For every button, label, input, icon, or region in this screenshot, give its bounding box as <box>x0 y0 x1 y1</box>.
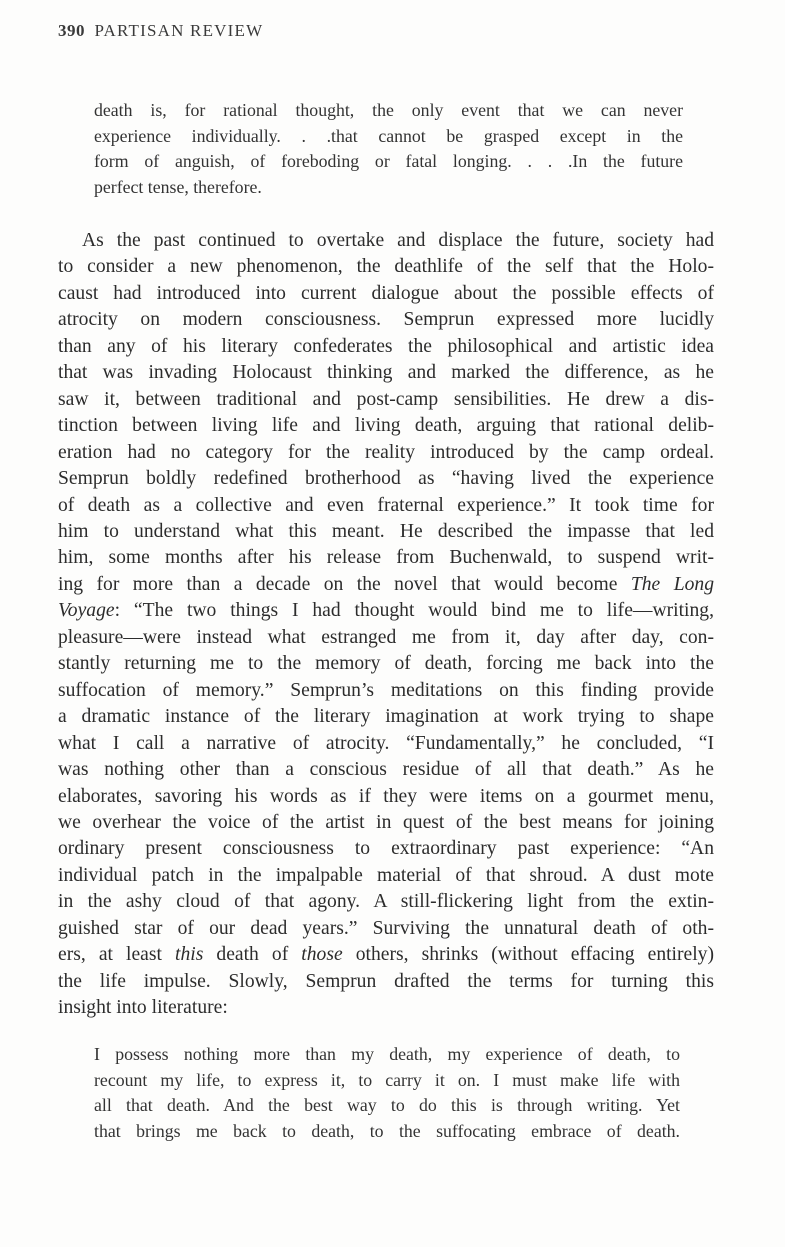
text-line: elaborates, savoring his words as if they were items on a gourmet menu, <box>58 785 714 807</box>
page-number: 390 <box>58 21 85 40</box>
text-line: in the ashy cloud of that agony. A still-flickering light from the extin- <box>58 891 714 913</box>
book-title-italic: Voyage <box>58 600 115 622</box>
body-paragraph <box>58 228 714 1022</box>
emphasis-italic: this <box>175 944 204 966</box>
text-line: individual patch in the impalpable material of that shroud. A dust mote <box>58 864 714 886</box>
text-line: eration had no category for the reality introduced by the camp ordeal. <box>58 441 714 463</box>
text-line: that was invading Holocaust thinking and marked the difference, as he <box>58 362 714 384</box>
text-line: saw it, between traditional and post-camp sensibilities. He drew a dis- <box>58 388 714 410</box>
text-segment: ing for more than a decade on the novel that would become <box>58 573 631 595</box>
text-line: guished star of our dead years.” Surviving the unnatural death of oth- <box>58 917 714 939</box>
text-line: atrocity on modern consciousness. Semprun expressed more lucidly <box>58 309 714 331</box>
block-quote-death <box>94 98 683 200</box>
text-line: suffocation of memory.” Semprun’s meditations on this finding provide <box>58 679 714 701</box>
text-line: the life impulse. Slowly, Semprun drafted the terms for turning this <box>58 970 714 992</box>
text-line: stantly returning me to the memory of death, forcing me back into the <box>58 653 714 675</box>
text-line: tinction between living life and living death, arguing that rational delib- <box>58 415 714 437</box>
text-segment: : “The two things I had thought would bind me to life—writing, <box>114 600 714 622</box>
text-line: Semprun boldly redefined brotherhood as “having lived the experience <box>58 468 714 490</box>
book-title-italic: The Long <box>630 573 715 595</box>
running-head <box>58 21 263 41</box>
text-segment: ers, at least <box>58 944 176 966</box>
text-line: caust had introduced into current dialogue about the possible effects of <box>58 282 714 304</box>
text-line: we overhear the voice of the artist in quest of the best means for joining <box>58 811 714 833</box>
quote-line: that brings me back to death, to the suffocating embrace of death. <box>94 1120 680 1141</box>
text-line: of death as a collective and even fraternal experience.” It took time for <box>58 494 714 516</box>
quote-line: form of anguish, of foreboding or fatal longing. . . .In the future <box>94 151 683 172</box>
text-line: to consider a new phenomenon, the deathlife of the self that the Holo- <box>58 256 714 278</box>
text-segment: death of <box>203 944 302 966</box>
text-line: than any of his literary confederates the philosophical and artistic idea <box>58 335 714 357</box>
quote-line: death is, for rational thought, the only event that we can never <box>94 100 683 120</box>
text-line: ordinary present consciousness to extraordinary past experience: “An <box>58 838 714 860</box>
text-line: was nothing other than a conscious residue of all that death.” As he <box>58 759 714 781</box>
text-line <box>58 598 714 624</box>
text-line: a dramatic instance of the literary imagination at work trying to shape <box>58 706 714 728</box>
quote-line: recount my life, to express it, to carry it on. I must make life with <box>94 1069 680 1090</box>
text-line: him, some months after his release from Buchenwald, to suspend writ- <box>58 547 714 569</box>
quote-line: perfect tense, therefore. <box>94 176 262 197</box>
quote-line: experience individually. . .that cannot be grasped except in the <box>94 125 683 146</box>
text-line <box>58 572 714 598</box>
text-line: what I call a narrative of atrocity. “Fundamentally,” he concluded, “I <box>58 732 714 754</box>
text-line: pleasure—were instead what estranged me from it, day after day, con- <box>58 626 714 648</box>
text-line <box>58 942 714 968</box>
text-line: As the past continued to overtake and displace the future, society had <box>82 230 714 251</box>
text-segment: others, shrinks (without effacing entirely) <box>342 944 714 966</box>
emphasis-italic: those <box>301 944 343 966</box>
text-line: insight into literature: <box>58 997 228 1019</box>
journal-title: PARTISAN REVIEW <box>94 21 264 40</box>
quote-line: all that death. And the best way to do this is through writing. Yet <box>94 1095 680 1116</box>
text-line: him to understand what this meant. He described the impasse that led <box>58 520 714 542</box>
quote-line: I possess nothing more than my death, my experience of death, to <box>94 1044 680 1064</box>
block-quote-semprun <box>94 1042 680 1144</box>
